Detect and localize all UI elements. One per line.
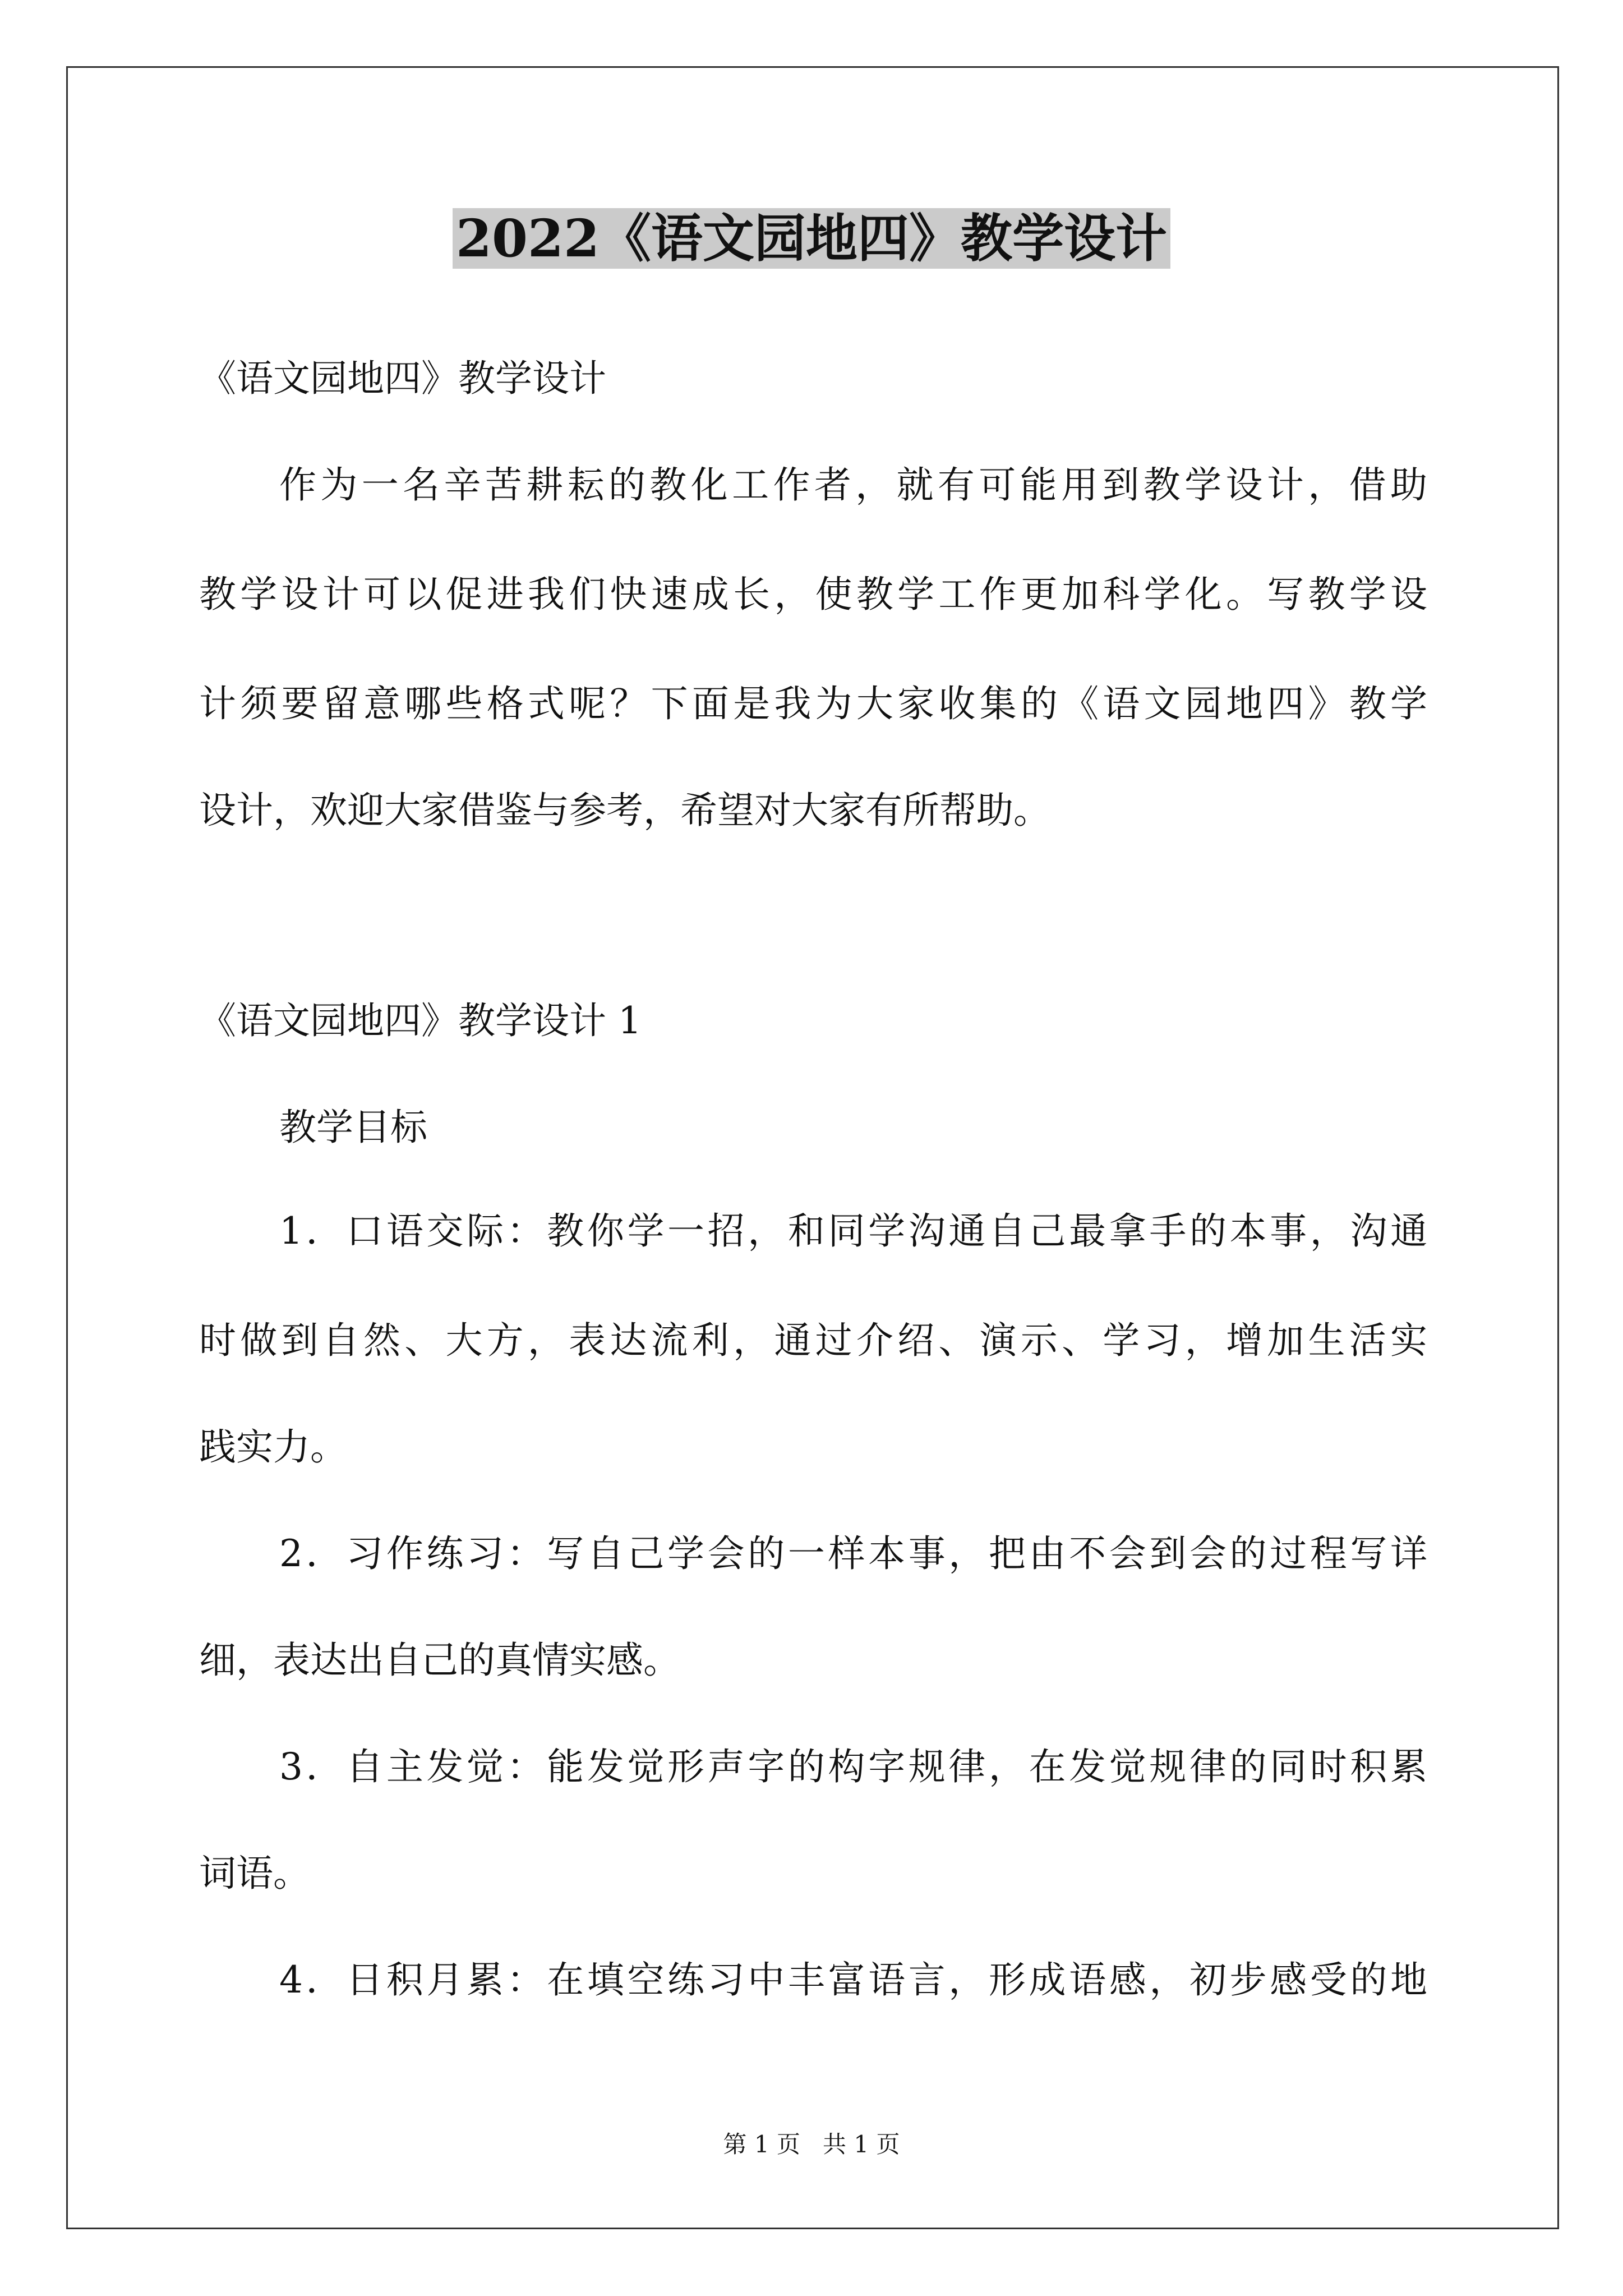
intro-line-2: 教学设计可以促进我们快速成长，使教学工作更加科学化。写教学设 [199,573,1427,616]
objective-3-line-1: 3．自主发觉：能发觉形声字的构字规律，在发觉规律的同时积累 [279,1745,1427,1788]
page-footer [0,2128,1623,2161]
objectives-heading: 教学目标 [279,1106,427,1149]
document-subtitle: 《语文园地四》教学设计 [199,357,606,400]
footer-page-number: 第 1 页 [723,2131,800,2158]
section-heading: 《语文园地四》教学设计 1 [199,999,642,1042]
footer-total-pages: 共 1 页 [823,2131,900,2158]
intro-line-1: 作为一名辛苦耕耘的教化工作者，就有可能用到教学设计，借助 [279,463,1427,507]
intro-line-4: 设计，欢迎大家借鉴与参考，希望对大家有所帮助。 [199,789,1050,832]
objective-1-line-1: 1．口语交际：教你学一招，和同学沟通自己最拿手的本事，沟通 [279,1209,1427,1253]
objective-4-line-1: 4．日积月累：在填空练习中丰富语言，形成语感，初步感受的地 [279,1958,1427,2001]
document-title-text: 2022《语文园地四》教学设计 [453,208,1170,269]
intro-line-3: 计须要留意哪些格式呢？下面是我为大家收集的《语文园地四》教学 [199,682,1427,725]
objective-2-line-2: 细，表达出自己的真情实感。 [199,1639,680,1682]
objective-1-line-2: 时做到自然、大方，表达流利，通过介绍、演示、学习，增加生活实 [199,1319,1427,1362]
document-title [0,199,1623,278]
objective-2-line-1: 2．习作练习：写自己学会的一样本事，把由不会到会的过程写详 [279,1532,1427,1575]
objective-1-line-3: 践实力。 [199,1425,347,1469]
objective-3-line-2: 词语。 [199,1852,310,1895]
